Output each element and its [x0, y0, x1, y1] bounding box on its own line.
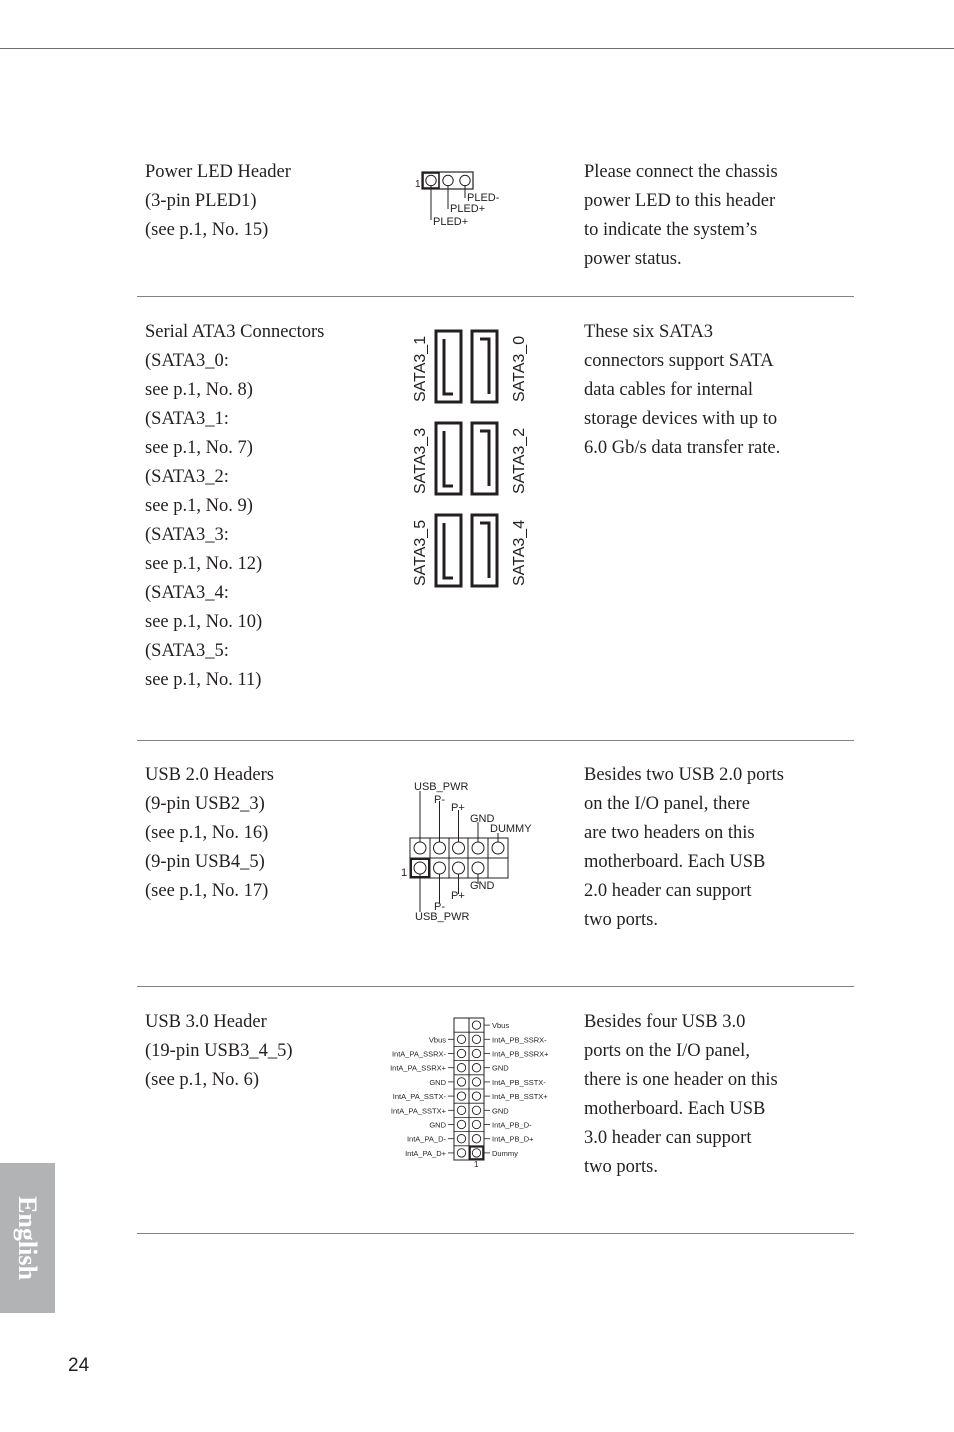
usb3-pin-label: IntA_PB_D+	[492, 1134, 534, 1144]
sata-port-label: SATA3_5	[412, 519, 429, 586]
usb2-pin-label: P+	[451, 802, 465, 814]
usb3-pin-label: IntA_PB_D-	[492, 1120, 532, 1130]
sata-port-label: SATA3_1	[412, 335, 429, 402]
pled-desc-line: power status.	[584, 249, 682, 269]
usb3-left-labels	[390, 1035, 447, 1158]
sata-spec	[145, 318, 380, 695]
pled-pin-label: PLED+	[450, 203, 486, 215]
usb2-spec	[145, 761, 380, 906]
usb3-pin1-label: 1	[474, 1160, 479, 1169]
usb3-desc-line: motherboard. Each USB	[584, 1099, 766, 1119]
usb3-pin-label: GND	[429, 1120, 446, 1130]
usb3-pin	[472, 1049, 480, 1057]
usb3-desc-line: ports on the I/O panel,	[584, 1041, 750, 1061]
sata-description	[584, 318, 824, 463]
top-rule	[0, 48, 954, 49]
usb3-desc-line: two ports.	[584, 1157, 658, 1177]
sata-line: see p.1, No. 11)	[145, 670, 262, 690]
pled-spec	[145, 158, 380, 245]
usb2-pin-label: P-	[434, 901, 445, 913]
usb3-pin-label: GND	[492, 1063, 509, 1073]
usb3-line: (19-pin USB3_4_5)	[145, 1041, 293, 1061]
usb3-title: USB 3.0 Header	[145, 1012, 267, 1032]
pled-desc-line: power LED to this header	[584, 191, 776, 211]
pled-pin-label: PLED-	[467, 192, 500, 204]
usb3-pin	[457, 1078, 465, 1086]
pled-desc-line: to indicate the system’s	[584, 220, 758, 240]
usb2-description	[584, 761, 824, 935]
sata-desc-line: connectors support SATA	[584, 351, 774, 371]
usb3-pin	[472, 1064, 480, 1072]
usb2-line: (9-pin USB4_5)	[145, 852, 265, 872]
usb3-pin-label: IntA_PB_SSRX-	[492, 1035, 547, 1045]
pled-description	[584, 158, 824, 274]
usb3-pin	[457, 1120, 465, 1128]
usb3-pin	[457, 1092, 465, 1100]
pled-diagram	[410, 168, 520, 233]
section-divider	[137, 740, 854, 741]
usb3-spec	[145, 1008, 380, 1095]
sata-diagram	[400, 326, 535, 591]
language-tab	[0, 1163, 55, 1313]
usb2-pin-label: GND	[470, 813, 495, 825]
usb2-desc-line: are two headers on this	[584, 823, 755, 843]
usb3-line: (see p.1, No. 6)	[145, 1070, 260, 1090]
usb3-pin-label: IntA_PA_SSRX-	[391, 1049, 446, 1059]
usb2-desc-line: Besides two USB 2.0 ports	[584, 765, 784, 785]
usb2-line: (see p.1, No. 17)	[145, 881, 269, 901]
sata-line: see p.1, No. 7)	[145, 438, 253, 458]
pled-line: (see p.1, No. 15)	[145, 220, 269, 240]
usb3-pin	[472, 1106, 480, 1114]
usb3-pin-label: IntA_PA_D-	[406, 1134, 446, 1144]
sata-line: (SATA3_0:	[145, 351, 229, 371]
usb3-pin-label: IntA_PB_SSTX+	[492, 1092, 548, 1102]
usb3-desc-line: Besides four USB 3.0	[584, 1012, 746, 1032]
usb2-desc-line: two ports.	[584, 910, 658, 930]
usb2-line: (see p.1, No. 16)	[145, 823, 269, 843]
sata-line: see p.1, No. 12)	[145, 554, 263, 574]
sata-port-label: SATA3_2	[511, 427, 528, 494]
usb3-pin	[472, 1092, 480, 1100]
usb2-pin-label: DUMMY	[490, 823, 532, 835]
usb3-diagram	[374, 1014, 564, 1174]
pled-pin-label: PLED+	[433, 216, 469, 228]
sata-desc-line: data cables for internal	[584, 380, 753, 400]
sata-port-label: SATA3_0	[511, 335, 528, 402]
pled-line: (3-pin PLED1)	[145, 191, 257, 211]
section-divider	[137, 296, 854, 297]
sata-line: (SATA3_2:	[145, 467, 229, 487]
usb3-pin-label: IntA_PA_D+	[405, 1148, 446, 1158]
usb3-pin	[472, 1135, 480, 1143]
usb3-pin	[457, 1064, 465, 1072]
usb3-pin-label: IntA_PA_SSTX-	[392, 1092, 446, 1102]
sata-desc-line: storage devices with up to	[584, 409, 778, 429]
usb2-pin-label: P+	[451, 890, 465, 902]
usb2-pin1-label: 1	[401, 867, 408, 879]
usb3-pin-label: GND	[429, 1077, 446, 1087]
sata-title: Serial ATA3 Connectors	[145, 322, 325, 342]
sata-line: (SATA3_5:	[145, 641, 229, 661]
usb3-pin	[457, 1135, 465, 1143]
usb3-desc-line: 3.0 header can support	[584, 1128, 752, 1148]
sata-port-label: SATA3_4	[511, 519, 528, 586]
usb3-pin	[457, 1049, 465, 1057]
usb2-title: USB 2.0 Headers	[145, 765, 274, 785]
usb3-pin	[472, 1021, 480, 1029]
page-number: 24	[68, 1355, 90, 1376]
usb3-pin-label: IntA_PB_SSTX-	[492, 1077, 546, 1087]
sata-line: (SATA3_4:	[145, 583, 229, 603]
usb3-pin	[472, 1035, 480, 1043]
usb3-pin	[472, 1078, 480, 1086]
sata-line: (SATA3_3:	[145, 525, 229, 545]
sata-line: see p.1, No. 9)	[145, 496, 253, 516]
usb2-desc-line: 2.0 header can support	[584, 881, 752, 901]
pled-title: Power LED Header	[145, 162, 291, 182]
usb3-pin-label: GND	[492, 1106, 509, 1116]
sata-line: (SATA3_1:	[145, 409, 229, 429]
usb2-desc-line: on the I/O panel, there	[584, 794, 750, 814]
usb2-pin-label: USB_PWR	[414, 781, 469, 793]
usb3-pin-label: Dummy	[492, 1148, 518, 1158]
language-tab-label: English	[13, 1196, 42, 1280]
usb3-pin-label: IntA_PA_SSTX+	[390, 1106, 446, 1116]
usb3-pin	[472, 1120, 480, 1128]
usb3-pin	[457, 1106, 465, 1114]
usb2-pin-label: GND	[470, 880, 495, 892]
usb3-pin-label: IntA_PB_SSRX+	[492, 1049, 549, 1059]
usb2-desc-line: motherboard. Each USB	[584, 852, 766, 872]
sata-line: see p.1, No. 10)	[145, 612, 263, 632]
usb3-description	[584, 1008, 824, 1182]
usb2-line: (9-pin USB2_3)	[145, 794, 265, 814]
usb3-pin-label: Vbus	[428, 1035, 446, 1045]
usb3-pin	[472, 1149, 480, 1157]
pled-pin1-label: 1	[415, 179, 421, 190]
usb3-pin	[457, 1035, 465, 1043]
sata-desc-line: 6.0 Gb/s data transfer rate.	[584, 438, 781, 458]
sata-desc-line: These six SATA3	[584, 322, 714, 342]
usb3-pin	[457, 1149, 465, 1157]
usb3-pin-label: Vbus	[492, 1021, 510, 1031]
usb2-pin-label: P-	[434, 794, 445, 806]
section-divider	[137, 986, 854, 987]
pled-desc-line: Please connect the chassis	[584, 162, 778, 182]
section-divider	[137, 1233, 854, 1234]
usb2-diagram	[396, 776, 546, 926]
usb3-desc-line: there is one header on this	[584, 1070, 778, 1090]
usb2-pin-label: USB_PWR	[415, 911, 470, 923]
usb3-pin-grid	[448, 1018, 490, 1160]
sata-line: see p.1, No. 8)	[145, 380, 253, 400]
usb3-pin-label: IntA_PA_SSRX+	[390, 1063, 446, 1073]
sata-port-label: SATA3_3	[412, 427, 429, 494]
usb3-right-labels	[492, 1021, 549, 1158]
